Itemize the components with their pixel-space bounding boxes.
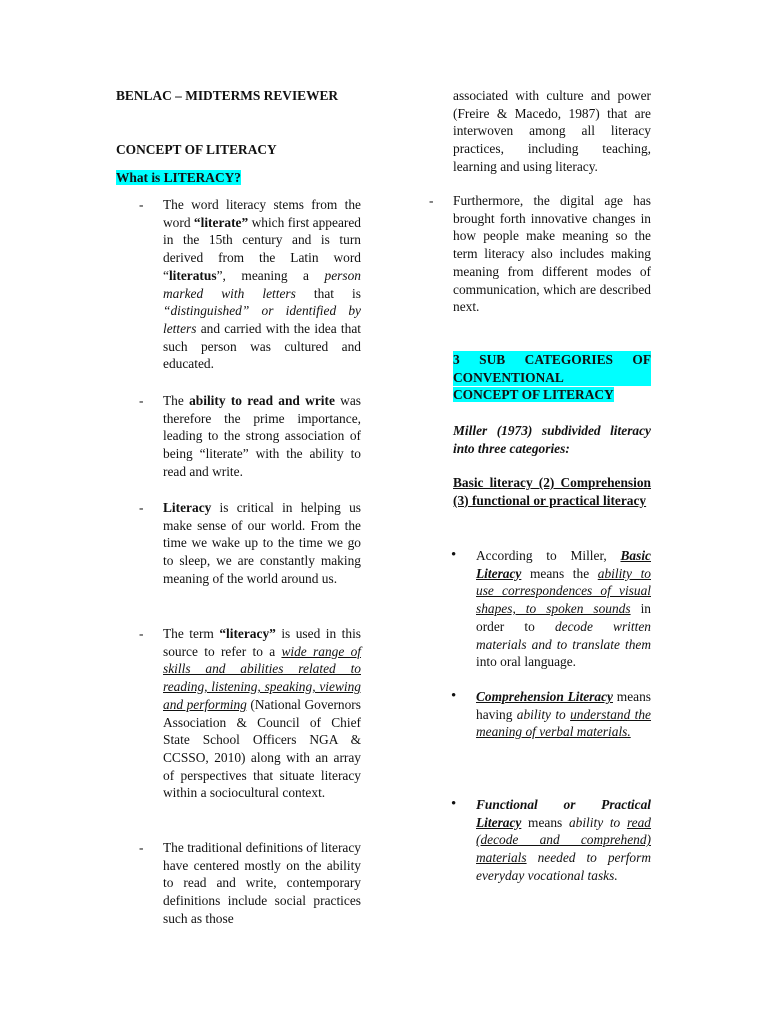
highlighted-heading-line-1: 3 SUB CATEGORIES OF CONVENTIONAL [453, 352, 651, 385]
list-item-text: The term “literacy” is used in this source to refer to a wide range of skills and abilities related to reading, listening, speaking, viewing and performing (National Governors Association & Council of Chief State School Officers NGA & CCSSO, 2010) along with an array of perspectives that situate literacy within a sociocultural context. [163, 626, 361, 801]
dash-marker: - [139, 393, 144, 408]
document-title: BENLAC – MIDTERMS REVIEWER [116, 88, 339, 103]
list-item-text: Furthermore, the digital age has brought forth innovative changes in how people make meaning so the term literacy also includes making meaning from different modes of communication, which are described next. [453, 193, 651, 315]
list-item-text: Literacy is critical in helping us make sense of our world. From the time we wake up to the time we go to sleep, we are constantly making meaning of the world around us. [163, 500, 361, 586]
bullet-marker: • [451, 688, 457, 704]
dash-marker: - [429, 193, 434, 208]
bullet-text: Comprehension Literacy means having ability to understand the meaning of verbal materials. [476, 689, 652, 740]
continued-paragraph: associated with culture and power (Freire & Macedo, 1987) that are interwoven among all literacy practices, including teaching, learning and using literacy. [453, 88, 651, 174]
sub-categories-heading [453, 351, 651, 404]
bullet-marker: • [451, 796, 457, 812]
bullet-text: According to Miller, Basic Literacy means the ability to use correspondences of visual shapes, to spoken sounds in order to decode written materials and to translate them into oral language. [476, 548, 652, 670]
list-item-text: The ability to read and write was therefore the prime importance, leading to the strong association of being “literate” with the ability to read and write. [163, 393, 361, 479]
highlighted-question: What is LITERACY? [116, 170, 242, 185]
dash-marker: - [139, 500, 144, 515]
dash-marker: - [139, 840, 144, 855]
question-heading [116, 169, 362, 187]
section-heading: CONCEPT OF LITERACY [116, 142, 277, 157]
categories-list: Basic literacy (2) Comprehension (3) functional or practical literacy [453, 475, 651, 508]
dash-marker: - [139, 626, 144, 641]
highlighted-heading-line-2: CONCEPT OF LITERACY [453, 387, 614, 403]
bullet-marker: • [451, 547, 457, 563]
list-item-text: The traditional definitions of literacy have centered mostly on the ability to read and write, contemporary definitions include social practices such as those [163, 840, 361, 926]
list-item-text: The word literacy stems from the word “literate” which first appeared in the 15th century and is turn derived from the Latin word “literatus”, meaning a person marked with letters that is “distinguished” or identified by letters and carried with the idea that such person was cultured and educated. [163, 197, 361, 372]
miller-intro: Miller (1973) subdivided literacy into three categories: [453, 423, 651, 456]
bullet-text: Functional or Practical Literacy means ability to read (decode and comprehend) materials needed to perform everyday vocational tasks. [476, 797, 651, 883]
dash-marker: - [139, 197, 144, 212]
